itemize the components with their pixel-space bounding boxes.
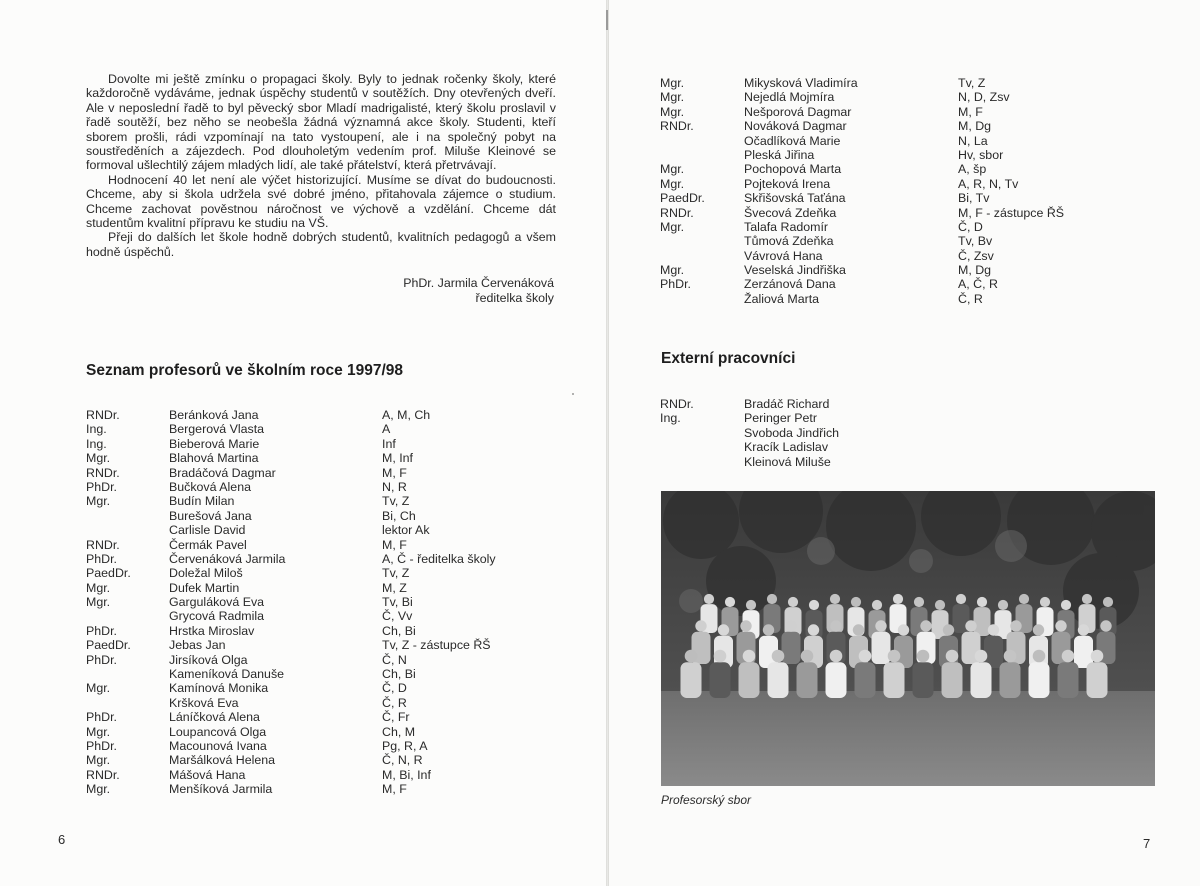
academic-title: PaedDr. [86,566,131,581]
staff-subjects: Ch, Bi [382,667,416,682]
staff-subjects: M, F [958,104,983,119]
staff-group-photo [661,491,1155,786]
staff-name: Budín Milan [169,494,235,509]
staff-name: Žaliová Marta [744,291,820,306]
academic-title: PhDr. [86,738,117,753]
staff-name: Menšíková Jarmila [169,782,273,797]
staff-subjects: Č, R [382,695,407,710]
staff-name: Skřišovská Taťána [744,191,846,206]
staff-subjects: Č, Zsv [958,248,994,263]
staff-subjects: Ch, Bi [382,623,416,638]
academic-title: PaedDr. [86,638,131,653]
academic-title: RNDr. [86,767,120,782]
staff-subjects: Tv, Bi [382,595,413,610]
academic-title: Mgr. [86,782,111,797]
staff-subjects: A, M, Ch [382,408,431,422]
staff-subjects: Č, Fr [382,710,410,725]
staff-subjects: A, R, N, Tv [958,176,1019,191]
staff-subjects: Bi, Ch [382,508,416,523]
staff-subjects: N, R [382,479,407,494]
academic-title: Mgr. [86,753,111,768]
staff-name: Kleinová Miluše [744,454,831,469]
staff-name: Čermák Pavel [169,537,247,552]
academic-title: Mgr. [660,104,685,119]
staff-subjects: M, Bi, Inf [382,767,431,782]
staff-name: Pojteková Irena [744,176,831,191]
academic-title: PhDr. [86,652,117,667]
staff-name: Carlisle David [169,523,246,538]
staff-name: Talafa Radomír [744,219,829,234]
page-number-right: 7 [1143,836,1151,851]
print-speck [572,393,574,395]
staff-name: Grycová Radmila [169,609,265,624]
staff-subjects: Č, N [382,652,407,667]
staff-subjects: Tv, Bv [958,234,993,249]
staff-subjects: Č, D [382,681,407,696]
staff-subjects: Tv, Z [382,494,410,509]
academic-title: Mgr. [660,176,685,191]
staff-name: Bieberová Marie [169,436,260,451]
staff-subjects: Inf [382,436,396,451]
staff-name: Doležal Miloš [169,566,243,581]
staff-name: Hrstka Miroslav [169,623,255,638]
staff-name: Pleská Jiřina [744,147,815,162]
academic-title: Ing. [86,422,107,437]
staff-name: Červenáková Jarmila [169,551,286,566]
staff-name: Očadlíková Marie [744,133,841,148]
staff-name: Beránková Jana [169,408,259,422]
staff-name: Kamínová Monika [169,681,269,696]
intro-paragraph: Dovolte mi ještě zmínku o propagaci školy. Byly to jednak ročenky školy, které každoročně vydáváme, jednak úspěchy studentů v soutěžích. Dny otevřených dveří. Ale v neposlední řadě to byl pěvecký sbor Mladí madrigalisté, který školu proslavil v řadě soutěží, bez něho se neobešla žádná významná akce školy. Studenti, kteří sborem prošli, rádi vzpomínají na tato vystoupení, ale i na společný pobyt na soustředěních a zájezdech. Pod dlouholetým vedením prof. Miluše Kleinové se formoval ušlechtilý zájem mladých lidí, ale také přátelství, která přetrvávají. [86,72,556,173]
staff-name: Nešporová Dagmar [744,104,852,119]
staff-name: Pochopová Marta [744,162,842,177]
academic-title: Mgr. [86,580,111,595]
staff-subjects: M, Dg [958,263,992,278]
staff-name: Jirsíková Olga [169,652,248,667]
staff-subjects: Hv, sbor [958,147,1004,162]
staff-name: Kameníková Danuše [169,667,285,682]
staff-name: Jebas Jan [169,638,226,653]
staff-name: Dufek Martin [169,580,240,595]
staff-name: Zerzánová Dana [744,277,836,292]
academic-title: RNDr. [660,205,694,220]
staff-subjects: M, F [382,465,407,480]
staff-subjects: lektor Ak [382,523,430,538]
academic-title: PaedDr. [660,191,705,206]
staff-name: Peringer Petr [744,411,818,426]
staff-subjects: Tv, Z [382,566,410,581]
staff-subjects: M, Inf [382,451,413,466]
academic-title: Mgr. [86,681,111,696]
staff-subjects: Č, D [958,219,983,234]
photo-caption: Profesorský sbor [661,793,752,807]
academic-title: RNDr. [86,408,120,422]
staff-name: Nejedlá Mojmíra [744,90,835,105]
academic-title: Mgr. [86,494,111,509]
staff-name: Svoboda Jindřich [744,425,840,440]
staff-name: Loupancová Olga [169,724,267,739]
academic-title: Mgr. [660,219,685,234]
staff-name: Tůmová Zdeňka [744,234,834,249]
staff-subjects: N, La [958,133,988,148]
intro-paragraph: Přeji do dalších let škole hodně dobrých studentů, kvalitních pedagogů a všem hodně úspěchů. [86,230,556,259]
staff-subjects: N, D, Zsv [958,90,1010,105]
staff-subjects: M, Dg [958,119,992,134]
staff-subjects: M, F [382,537,407,552]
spine-mark [606,10,608,30]
staff-name: Vávrová Hana [744,248,823,263]
staff-name: Nováková Dagmar [744,119,847,134]
staff-name: Bučková Alena [169,479,251,494]
page-number-left: 6 [58,832,66,847]
academic-title: RNDr. [660,119,694,134]
staff-name: Švecová Zdeňka [744,205,837,220]
staff-subjects: A, Č - ředitelka školy [382,551,496,566]
academic-title: Mgr. [660,76,685,90]
staff-name: Láníčková Alena [169,710,260,725]
intro-text [86,72,556,259]
staff-name: Bradáč Richard [744,397,830,411]
staff-name: Maršálková Helena [169,753,276,768]
academic-title: PhDr. [86,623,117,638]
academic-title: Mgr. [660,90,685,105]
staff-subjects: Tv, Z [958,76,986,90]
staff-subjects: Ch, M [382,724,416,739]
staff-subjects: M, F - zástupce ŘŠ [958,205,1065,220]
staff-name: Garguláková Eva [169,595,265,610]
external-staff-heading: Externí pracovníci [661,350,796,367]
academic-title: Mgr. [86,595,111,610]
academic-title: PhDr. [86,479,117,494]
signature-block [300,276,554,306]
staff-subjects: Pg, R, A [382,738,428,753]
academic-title: PhDr. [86,551,117,566]
staff-subjects: Č, N, R [382,753,423,768]
staff-name: Mášová Hana [169,767,246,782]
staff-subjects: Tv, Z - zástupce ŘŠ [382,638,491,653]
academic-title: PhDr. [86,710,117,725]
academic-title: RNDr. [660,397,694,411]
staff-name: Kršková Eva [169,695,239,710]
signature-role: ředitelka školy [475,291,554,305]
staff-list-heading: Seznam profesorů ve školním roce 1997/98 [86,362,404,379]
staff-subjects: A, šp [958,162,987,177]
staff-name: Veselská Jindřiška [744,263,846,278]
staff-name: Bradáčová Dagmar [169,465,276,480]
staff-subjects: M, F [382,782,407,797]
staff-subjects: A [382,422,391,437]
academic-title: Mgr. [660,162,685,177]
academic-title: RNDr. [86,537,120,552]
academic-title: PhDr. [660,277,691,292]
staff-name: Burešová Jana [169,508,252,523]
staff-name: Bergerová Vlasta [169,422,265,437]
staff-subjects: Č, Vv [382,609,413,624]
staff-subjects: M, Z [382,580,407,595]
staff-subjects: Č, R [958,291,983,306]
staff-name: Macounová Ivana [169,738,267,753]
signature-name: PhDr. Jarmila Červenáková [403,276,554,290]
academic-title: Mgr. [86,724,111,739]
staff-subjects: Bi, Tv [958,191,990,206]
staff-name: Kracík Ladislav [744,440,829,455]
staff-name: Blahová Martina [169,451,259,466]
academic-title: RNDr. [86,465,120,480]
academic-title: Mgr. [660,263,685,278]
book-spine [606,0,609,886]
academic-title: Ing. [86,436,107,451]
academic-title: Ing. [660,411,681,426]
academic-title: Mgr. [86,451,111,466]
intro-paragraph: Hodnocení 40 let není ale výčet historizující. Musíme se dívat do budoucnosti. Chceme, aby si škola udržela své dobré jméno, přitahovala zájemce o studium. Chceme zachovat pověstnou náročnost ve výchově a vzdělání. Chceme dát studentům kvalitní přípravu ke studiu na VŠ. [86,172,556,231]
staff-subjects: A, Č, R [958,277,998,292]
staff-name: Mikysková Vladimíra [744,76,858,90]
